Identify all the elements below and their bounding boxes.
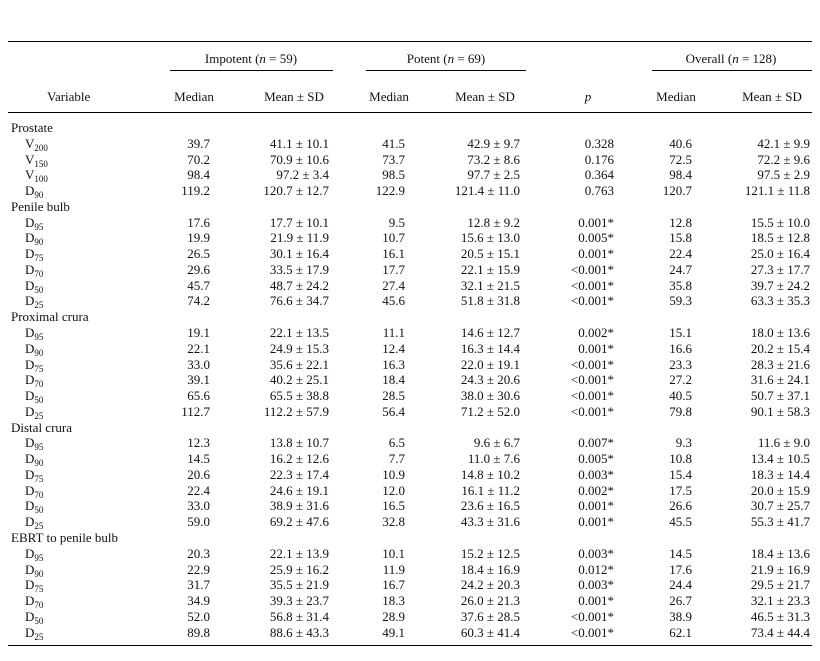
impotent-mean-sd-cell: 65.5 ± 38.8 — [269, 388, 329, 404]
potent-mean-sd-cell: 11.0 ± 7.6 — [467, 451, 520, 467]
overall-median-cell: 16.6 — [669, 340, 692, 356]
p-value-cell: <0.001* — [570, 356, 614, 372]
impotent-mean-sd-cell: 112.2 ± 57.9 — [263, 403, 329, 419]
potent-mean-sd-cell: 16.3 ± 14.4 — [460, 340, 520, 356]
impotent-mean-sd-cell: 97.2 ± 3.4 — [276, 167, 329, 183]
potent-mean-sd-cell: 20.5 ± 15.1 — [460, 246, 520, 262]
variable-cell: $D_{50}$ — [25, 277, 44, 295]
column-header-mean-sd: Mean ± SD — [264, 89, 324, 104]
potent-median-cell: 11.1 — [382, 325, 405, 340]
overall-median-cell: 14.5 — [669, 545, 692, 561]
overall-median-cell: 26.6 — [669, 498, 692, 514]
p-value-cell: 0.763 — [584, 183, 614, 199]
variable-cell: $D_{75}$ — [25, 466, 44, 484]
impotent-median-cell: 33.0 — [187, 498, 210, 514]
impotent-median-cell: 45.7 — [187, 277, 210, 293]
potent-mean-sd-cell: 32.1 ± 21.5 — [460, 277, 520, 293]
impotent-median-cell: 59.0 — [187, 514, 210, 530]
potent-median-cell: 10.1 — [382, 545, 405, 561]
impotent-mean-sd-cell: 24.6 ± 19.1 — [269, 482, 329, 498]
impotent-median-cell: 26.5 — [187, 246, 210, 262]
overall-median-cell: 40.6 — [669, 135, 692, 151]
overall-mean-sd-cell: 18.4 ± 13.6 — [750, 545, 810, 561]
potent-mean-sd-cell: 51.8 ± 31.8 — [460, 293, 520, 309]
impotent-mean-sd-cell: 120.7 ± 12.7 — [263, 183, 329, 199]
variable-cell: $V_{150}$ — [25, 151, 48, 169]
potent-median-cell: 16.5 — [382, 498, 405, 514]
overall-median-cell: 40.5 — [669, 388, 692, 404]
potent-median-cell: 7.7 — [388, 451, 405, 467]
impotent-mean-sd-cell: 56.8 ± 31.4 — [269, 608, 329, 624]
p-value-cell: <0.001* — [570, 372, 614, 388]
potent-mean-sd-cell: 15.2 ± 12.5 — [460, 545, 520, 561]
column-header-median: Median — [174, 89, 214, 104]
impotent-mean-sd-cell: 22.3 ± 17.4 — [269, 466, 329, 482]
overall-mean-sd-cell: 90.1 ± 58.3 — [750, 403, 810, 419]
overall-median-cell: 26.7 — [669, 593, 692, 609]
p-value-cell: 0.001* — [578, 246, 614, 262]
potent-median-cell: 28.5 — [382, 388, 405, 404]
impotent-median-cell: 22.4 — [187, 482, 210, 498]
overall-mean-sd-cell: 63.3 ± 35.3 — [750, 293, 810, 309]
impotent-median-cell: 34.9 — [187, 593, 210, 609]
impotent-median-cell: 52.0 — [187, 608, 210, 624]
overall-median-cell: 45.5 — [669, 514, 692, 530]
impotent-median-cell: 22.1 — [187, 340, 210, 356]
section-label: Proximal crura — [11, 309, 89, 325]
variable-cell: $D_{70}$ — [25, 261, 44, 279]
column-header-p: p — [584, 89, 592, 104]
variable-cell: $D_{75}$ — [25, 577, 44, 595]
overall-median-cell: 22.4 — [669, 246, 692, 262]
p-value-cell: 0.005* — [578, 451, 614, 467]
p-value-cell: 0.001* — [578, 514, 614, 530]
potent-mean-sd-cell: 15.6 ± 13.0 — [460, 230, 520, 246]
variable-cell: $D_{70}$ — [25, 482, 44, 500]
potent-mean-sd-cell: 16.1 ± 11.2 — [461, 482, 520, 498]
overall-median-cell: 62.1 — [669, 624, 692, 640]
potent-mean-sd-cell: 42.9 ± 9.7 — [467, 135, 520, 151]
p-value-cell: 0.176 — [584, 151, 614, 167]
overall-median-cell: 72.5 — [669, 151, 692, 167]
impotent-mean-sd-cell: 40.2 ± 25.1 — [269, 372, 329, 388]
potent-median-cell: 12.0 — [382, 482, 405, 498]
overall-mean-sd-cell: 18.0 ± 13.6 — [750, 325, 810, 340]
impotent-median-cell: 17.6 — [187, 214, 210, 230]
p-value-cell: <0.001* — [570, 293, 614, 309]
section-label: Distal crura — [11, 419, 73, 435]
impotent-median-cell: 39.7 — [187, 135, 210, 151]
potent-mean-sd-cell: 12.8 ± 9.2 — [467, 214, 520, 230]
overall-median-cell: 9.3 — [675, 435, 692, 451]
p-value-cell: 0.328 — [584, 135, 614, 151]
variable-cell: $D_{50}$ — [25, 388, 44, 406]
overall-median-cell: 12.8 — [669, 214, 692, 230]
overall-mean-sd-cell: 25.0 ± 16.4 — [750, 246, 810, 262]
overall-mean-sd-cell: 21.9 ± 16.9 — [750, 561, 810, 577]
impotent-mean-sd-cell: 39.3 ± 23.7 — [269, 593, 329, 609]
p-value-cell: <0.001* — [570, 261, 614, 277]
potent-mean-sd-cell: 23.6 ± 16.5 — [460, 498, 520, 514]
group-header-potent: Potent (n = 69) — [406, 51, 486, 66]
overall-mean-sd-cell: 55.3 ± 41.7 — [750, 514, 810, 530]
variable-cell: $D_{95}$ — [25, 214, 44, 232]
overall-mean-sd-cell: 18.5 ± 12.8 — [750, 230, 810, 246]
potent-median-cell: 27.4 — [382, 277, 405, 293]
potent-median-cell: 10.9 — [382, 466, 405, 482]
p-value-cell: 0.001* — [578, 593, 614, 609]
variable-cell: $D_{95}$ — [25, 325, 44, 342]
overall-median-cell: 79.8 — [669, 403, 692, 419]
column-header-mean-sd: Mean ± SD — [455, 89, 515, 104]
impotent-mean-sd-cell: 69.2 ± 47.6 — [269, 514, 329, 530]
impotent-mean-sd-cell: 48.7 ± 24.2 — [269, 277, 329, 293]
potent-mean-sd-cell: 121.4 ± 11.0 — [454, 183, 520, 199]
potent-median-cell: 32.8 — [382, 514, 405, 530]
variable-cell: $V_{200}$ — [25, 135, 48, 153]
overall-median-cell: 27.2 — [669, 372, 692, 388]
potent-median-cell: 11.9 — [382, 561, 405, 577]
variable-cell: $D_{90}$ — [25, 183, 44, 201]
p-value-cell: 0.003* — [578, 577, 614, 593]
potent-mean-sd-cell: 22.0 ± 19.1 — [460, 356, 520, 372]
potent-median-cell: 16.1 — [382, 246, 405, 262]
impotent-median-cell: 89.8 — [187, 624, 210, 640]
variable-cell: $D_{50}$ — [25, 498, 44, 516]
overall-mean-sd-cell: 73.4 ± 44.4 — [750, 624, 810, 640]
potent-median-cell: 16.3 — [382, 356, 405, 372]
overall-mean-sd-cell: 42.1 ± 9.9 — [757, 135, 810, 151]
overall-mean-sd-cell: 121.1 ± 11.8 — [744, 183, 810, 199]
overall-mean-sd-cell: 11.6 ± 9.0 — [757, 435, 810, 451]
group-header-overall: Overall (n = 128) — [685, 51, 777, 66]
variable-cell: $D_{90}$ — [25, 230, 44, 248]
overall-median-cell: 38.9 — [669, 608, 692, 624]
variable-cell: $D_{70}$ — [25, 372, 44, 390]
overall-mean-sd-cell: 39.7 ± 24.2 — [750, 277, 810, 293]
variable-cell: $D_{90}$ — [25, 451, 44, 469]
impotent-mean-sd-cell: 70.9 ± 10.6 — [269, 151, 329, 167]
impotent-median-cell: 39.1 — [187, 372, 210, 388]
overall-median-cell: 98.4 — [669, 167, 692, 183]
potent-mean-sd-cell: 18.4 ± 16.9 — [460, 561, 520, 577]
p-value-cell: 0.003* — [578, 545, 614, 561]
potent-mean-sd-cell: 73.2 ± 8.6 — [467, 151, 520, 167]
potent-median-cell: 56.4 — [382, 403, 405, 419]
variable-cell: $D_{75}$ — [25, 246, 44, 264]
potent-median-cell: 73.7 — [382, 151, 405, 167]
impotent-mean-sd-cell: 13.8 ± 10.7 — [269, 435, 329, 451]
impotent-mean-sd-cell: 17.7 ± 10.1 — [269, 214, 329, 230]
overall-median-cell: 17.5 — [669, 482, 692, 498]
p-value-cell: <0.001* — [570, 608, 614, 624]
group-underline-potent — [366, 70, 526, 71]
impotent-mean-sd-cell: 24.9 ± 15.3 — [269, 340, 329, 356]
p-value-cell: 0.003* — [578, 466, 614, 482]
variable-cell: $D_{25}$ — [25, 514, 44, 532]
potent-mean-sd-cell: 37.6 ± 28.5 — [460, 608, 520, 624]
potent-median-cell: 6.5 — [388, 435, 405, 451]
p-value-cell: 0.005* — [578, 230, 614, 246]
p-value-cell: 0.364 — [584, 167, 614, 183]
variable-cell: $D_{95}$ — [25, 545, 44, 563]
potent-mean-sd-cell: 24.3 ± 20.6 — [460, 372, 520, 388]
impotent-median-cell: 20.6 — [187, 466, 210, 482]
potent-mean-sd-cell: 26.0 ± 21.3 — [460, 593, 520, 609]
variable-cell: $D_{25}$ — [25, 624, 44, 642]
p-value-cell: 0.012* — [578, 561, 614, 577]
potent-mean-sd-cell: 14.6 ± 12.7 — [460, 325, 520, 340]
potent-median-cell: 18.3 — [382, 593, 405, 609]
potent-median-cell: 98.5 — [382, 167, 405, 183]
group-header-impotent: Impotent (n = 59) — [204, 51, 298, 66]
potent-median-cell: 45.6 — [382, 293, 405, 309]
p-value-cell: 0.007* — [578, 435, 614, 451]
variable-cell: $D_{25}$ — [25, 403, 44, 421]
column-header-mean-sd: Mean ± SD — [742, 89, 802, 104]
overall-median-cell: 23.3 — [669, 356, 692, 372]
impotent-median-cell: 70.2 — [187, 151, 210, 167]
column-header-variable: Variable — [47, 89, 91, 104]
overall-median-cell: 17.6 — [669, 561, 692, 577]
impotent-median-cell: 19.9 — [187, 230, 210, 246]
overall-mean-sd-cell: 50.7 ± 37.1 — [750, 388, 810, 404]
p-value-cell: 0.001* — [578, 340, 614, 356]
overall-mean-sd-cell: 32.1 ± 23.3 — [750, 593, 810, 609]
potent-mean-sd-cell: 43.3 ± 31.6 — [460, 514, 520, 530]
variable-cell: $V_{100}$ — [25, 167, 48, 185]
overall-mean-sd-cell: 20.0 ± 15.9 — [750, 482, 810, 498]
overall-median-cell: 15.1 — [669, 325, 692, 340]
overall-median-cell: 120.7 — [662, 183, 692, 199]
overall-mean-sd-cell: 97.5 ± 2.9 — [757, 167, 810, 183]
potent-median-cell: 9.5 — [388, 214, 405, 230]
overall-mean-sd-cell: 13.4 ± 10.5 — [750, 451, 810, 467]
overall-mean-sd-cell: 29.5 ± 21.7 — [750, 577, 810, 593]
overall-median-cell: 24.4 — [669, 577, 692, 593]
overall-mean-sd-cell: 72.2 ± 9.6 — [757, 151, 810, 167]
impotent-median-cell: 12.3 — [187, 435, 210, 451]
overall-median-cell: 10.8 — [669, 451, 692, 467]
impotent-mean-sd-cell: 88.6 ± 43.3 — [269, 624, 329, 640]
potent-median-cell: 17.7 — [382, 261, 405, 277]
p-value-cell: 0.001* — [578, 498, 614, 514]
group-underline-impotent — [170, 70, 333, 71]
impotent-median-cell: 22.9 — [187, 561, 210, 577]
potent-median-cell: 49.1 — [382, 624, 405, 640]
overall-median-cell: 15.8 — [669, 230, 692, 246]
potent-mean-sd-cell: 14.8 ± 10.2 — [460, 466, 520, 482]
impotent-mean-sd-cell: 76.6 ± 34.7 — [269, 293, 329, 309]
variable-cell: $D_{25}$ — [25, 293, 44, 311]
potent-median-cell: 28.9 — [382, 608, 405, 624]
impotent-mean-sd-cell: 25.9 ± 16.2 — [269, 561, 329, 577]
potent-median-cell: 12.4 — [382, 340, 405, 356]
p-value-cell: <0.001* — [570, 277, 614, 293]
impotent-mean-sd-cell: 33.5 ± 17.9 — [269, 261, 329, 277]
impotent-median-cell: 74.2 — [187, 293, 210, 309]
overall-mean-sd-cell: 18.3 ± 14.4 — [750, 466, 810, 482]
overall-median-cell: 35.8 — [669, 277, 692, 293]
group-underline-overall — [652, 70, 812, 71]
potent-median-cell: 16.7 — [382, 577, 405, 593]
impotent-mean-sd-cell: 22.1 ± 13.5 — [269, 325, 329, 340]
impotent-median-cell: 98.4 — [187, 167, 210, 183]
impotent-median-cell: 29.6 — [187, 261, 210, 277]
p-value-cell: <0.001* — [570, 624, 614, 640]
section-label: Penile bulb — [11, 198, 70, 214]
variable-cell: $D_{75}$ — [25, 356, 44, 374]
section-label: Prostate — [11, 120, 53, 135]
potent-median-cell: 10.7 — [382, 230, 405, 246]
p-value-cell: 0.001* — [578, 214, 614, 230]
overall-mean-sd-cell: 20.2 ± 15.4 — [750, 340, 810, 356]
potent-mean-sd-cell: 24.2 ± 20.3 — [460, 577, 520, 593]
section-label: EBRT to penile bulb — [11, 530, 118, 546]
overall-median-cell: 24.7 — [669, 261, 692, 277]
p-value-cell: <0.001* — [570, 388, 614, 404]
table-bottom-rule — [8, 645, 812, 646]
overall-mean-sd-cell: 46.5 ± 31.3 — [750, 608, 810, 624]
impotent-median-cell: 119.2 — [181, 183, 210, 199]
impotent-median-cell: 65.6 — [187, 388, 210, 404]
overall-mean-sd-cell: 31.6 ± 24.1 — [750, 372, 810, 388]
impotent-median-cell: 31.7 — [187, 577, 210, 593]
overall-median-cell: 15.4 — [669, 466, 692, 482]
impotent-median-cell: 33.0 — [187, 356, 210, 372]
overall-median-cell: 59.3 — [669, 293, 692, 309]
column-header-median: Median — [656, 89, 696, 104]
overall-mean-sd-cell: 28.3 ± 21.6 — [750, 356, 810, 372]
impotent-median-cell: 19.1 — [187, 325, 210, 340]
potent-median-cell: 122.9 — [375, 183, 405, 199]
table-top-rule — [8, 41, 812, 42]
impotent-median-cell: 112.7 — [181, 403, 210, 419]
overall-mean-sd-cell: 30.7 ± 25.7 — [750, 498, 810, 514]
impotent-mean-sd-cell: 16.2 ± 12.6 — [269, 451, 329, 467]
overall-mean-sd-cell: 27.3 ± 17.7 — [750, 261, 810, 277]
potent-mean-sd-cell: 38.0 ± 30.6 — [460, 388, 520, 404]
potent-mean-sd-cell: 71.2 ± 52.0 — [460, 403, 520, 419]
impotent-median-cell: 14.5 — [187, 451, 210, 467]
potent-mean-sd-cell: 22.1 ± 15.9 — [460, 261, 520, 277]
impotent-mean-sd-cell: 21.9 ± 11.9 — [270, 230, 329, 246]
potent-mean-sd-cell: 60.3 ± 41.4 — [460, 624, 520, 640]
impotent-mean-sd-cell: 35.6 ± 22.1 — [269, 356, 329, 372]
variable-cell: $D_{70}$ — [25, 593, 44, 611]
impotent-mean-sd-cell: 22.1 ± 13.9 — [269, 545, 329, 561]
p-value-cell: <0.001* — [570, 403, 614, 419]
impotent-mean-sd-cell: 41.1 ± 10.1 — [269, 135, 329, 151]
variable-cell: $D_{50}$ — [25, 608, 44, 626]
potent-median-cell: 18.4 — [382, 372, 405, 388]
potent-median-cell: 41.5 — [382, 135, 405, 151]
header-bottom-rule — [8, 112, 812, 113]
overall-mean-sd-cell: 15.5 ± 10.0 — [750, 214, 810, 230]
variable-cell: $D_{95}$ — [25, 435, 44, 453]
impotent-mean-sd-cell: 35.5 ± 21.9 — [269, 577, 329, 593]
column-header-median: Median — [369, 89, 409, 104]
p-value-cell: 0.002* — [578, 325, 614, 340]
variable-cell: $D_{90}$ — [25, 340, 44, 358]
impotent-median-cell: 20.3 — [187, 545, 210, 561]
impotent-mean-sd-cell: 30.1 ± 16.4 — [269, 246, 329, 262]
p-value-cell: 0.002* — [578, 482, 614, 498]
potent-mean-sd-cell: 97.7 ± 2.5 — [467, 167, 520, 183]
variable-cell: $D_{90}$ — [25, 561, 44, 579]
potent-mean-sd-cell: 9.6 ± 6.7 — [473, 435, 520, 451]
impotent-mean-sd-cell: 38.9 ± 31.6 — [269, 498, 329, 514]
